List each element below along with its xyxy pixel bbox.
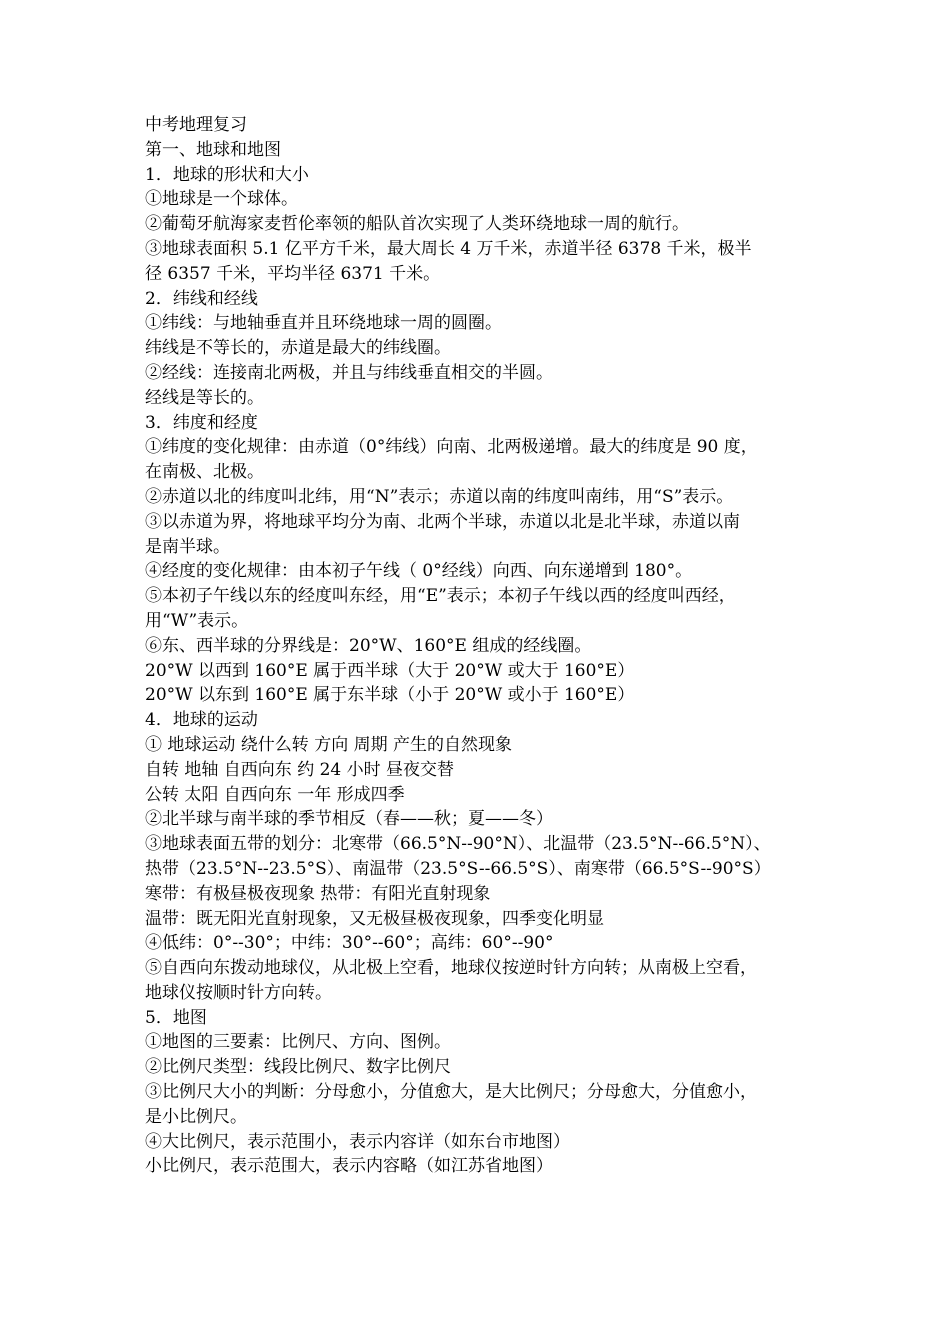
text-line: 自转 地轴 自西向东 约 24 小时 昼夜交替 <box>145 759 455 780</box>
text-line: ①纬线：与地轴垂直并且环绕地球一周的圆圈。 <box>145 313 502 334</box>
text-line: 是小比例尺。 <box>145 1106 247 1127</box>
text-line: ④大比例尺，表示范围小，表示内容详（如东台市地图） <box>145 1131 570 1152</box>
text-line: 在南极、北极。 <box>145 462 264 483</box>
text-line: 纬线是不等长的，赤道是最大的纬线圈。 <box>145 338 451 359</box>
document-body <box>145 163 815 1180</box>
document-title: 中考地理复习 <box>145 115 247 135</box>
chapter-heading: 第一、地球和地图 <box>145 139 281 160</box>
text-line: 径 6357 千米，平均半径 6371 千米。 <box>145 263 441 284</box>
text-line: ③地球表面积 5.1 亿平方千米，最大周长 4 万千米，赤道半径 6378 千米，极半 <box>145 238 752 259</box>
text-line: ①地图的三要素：比例尺、方向、图例。 <box>145 1032 451 1053</box>
text-line: 5．地图 <box>145 1007 207 1028</box>
text-line: 是南半球。 <box>145 536 230 557</box>
text-line: ③以赤道为界，将地球平均分为南、北两个半球，赤道以北是北半球，赤道以南 <box>145 511 740 532</box>
text-line: 20°W 以东到 160°E 属于东半球（小于 20°W 或小于 160°E） <box>145 685 635 706</box>
text-line: 用“W”表示。 <box>145 610 249 631</box>
text-line: ②葡萄牙航海家麦哲伦率领的船队首次实现了人类环绕地球一周的航行。 <box>145 214 689 235</box>
text-line: ③比例尺大小的判断：分母愈小，分值愈大，是大比例尺；分母愈大，分值愈小， <box>145 1082 757 1103</box>
text-line: ②北半球与南半球的季节相反（春——秋；夏——冬） <box>145 809 553 830</box>
text-line: 20°W 以西到 160°E 属于西半球（大于 20°W 或大于 160°E） <box>145 660 635 681</box>
text-line: ②赤道以北的纬度叫北纬，用“N”表示；赤道以南的纬度叫南纬，用“S”表示。 <box>145 486 734 507</box>
text-line: ①纬度的变化规律：由赤道（0°纬线）向南、北两极递增。最大的纬度是 90 度， <box>145 437 758 458</box>
text-line: ②比例尺类型：线段比例尺、数字比例尺 <box>145 1057 451 1078</box>
document-page <box>145 113 815 1179</box>
text-line: 热带（23.5°N--23.5°S）、南温带（23.5°S--66.5°S）、南寒带（66.5°S--90°S） <box>145 858 771 879</box>
text-line: 公转 太阳 自西向东 一年 形成四季 <box>145 784 405 805</box>
text-line: 寒带：有极昼极夜现象 热带：有阳光直射现象 <box>145 883 491 904</box>
text-line: ②经线：连接南北两极，并且与纬线垂直相交的半圆。 <box>145 362 553 383</box>
text-line: ⑤自西向东拨动地球仪，从北极上空看，地球仪按逆时针方向转；从南极上空看， <box>145 958 757 979</box>
text-line: ④经度的变化规律：由本初子午线（ 0°经线）向西、向东递增到 180°。 <box>145 561 693 582</box>
text-line: ⑥东、西半球的分界线是：20°W、160°E 组成的经线圈。 <box>145 635 592 656</box>
text-line: ⑤本初子午线以东的经度叫东经，用“E”表示；本初子午线以西的经度叫西经， <box>145 586 736 607</box>
text-line: ①地球是一个球体。 <box>145 189 298 210</box>
text-line: 小比例尺，表示范围大，表示内容略（如江苏省地图） <box>145 1156 553 1177</box>
text-line: 2．纬线和经线 <box>145 288 258 309</box>
text-line: 3．纬度和经度 <box>145 412 258 433</box>
text-line: 地球仪按顺时针方向转。 <box>145 982 332 1003</box>
text-line: ③地球表面五带的划分：北寒带（66.5°N--90°N）、北温带（23.5°N--66.5°N）、 <box>145 834 771 855</box>
text-line: ① 地球运动 绕什么转 方向 周期 产生的自然现象 <box>145 734 513 755</box>
text-line: 经线是等长的。 <box>145 387 264 408</box>
text-line: 温带：既无阳光直射现象，又无极昼极夜现象，四季变化明显 <box>145 908 604 929</box>
text-line: ④低纬：0°--30°；中纬：30°--60°；高纬：60°--90° <box>145 933 554 954</box>
text-line: 4．地球的运动 <box>145 710 258 731</box>
text-line: 1．地球的形状和大小 <box>145 164 309 185</box>
